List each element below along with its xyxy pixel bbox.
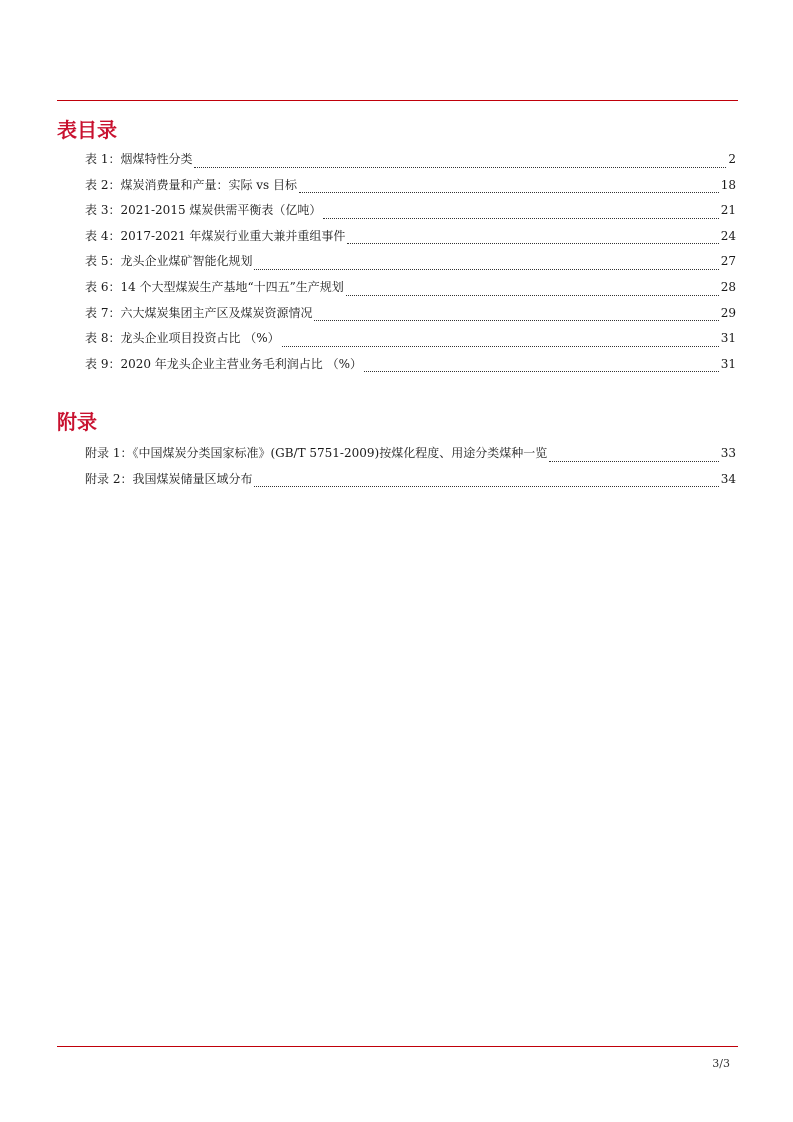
tables-toc-list [85, 151, 736, 381]
toc-entry-page: 18 [720, 177, 736, 192]
dot-leader [347, 242, 718, 244]
toc-entry-page: 21 [720, 203, 736, 218]
toc-entry-page: 31 [720, 356, 736, 371]
toc-entry-label: 表 3：2021-2015 煤炭供需平衡表（亿吨） [85, 203, 322, 218]
toc-entry-page: 2 [728, 152, 736, 166]
toc-entry-page: 27 [720, 254, 736, 269]
toc-entry-table-8[interactable] [85, 330, 736, 356]
toc-entry-page: 28 [720, 279, 736, 294]
appendix-section-title: 附录 [57, 410, 97, 434]
dot-leader [254, 485, 718, 487]
dot-leader [364, 370, 719, 372]
toc-entry-label: 附录 2：我国煤炭储量区域分布 [85, 471, 253, 486]
toc-entry-label: 表 1：烟煤特性分类 [85, 152, 193, 166]
toc-entry-page: 31 [720, 331, 736, 346]
dot-leader [323, 217, 718, 219]
toc-entry-label: 表 7：六大煤炭集团主产区及煤炭资源情况 [85, 305, 313, 320]
dot-leader [314, 319, 718, 321]
header-rule [57, 100, 738, 101]
toc-entry-page: 29 [720, 305, 736, 320]
toc-entry-label: 表 6：14 个大型煤炭生产基地“十四五”生产规划 [85, 279, 344, 294]
toc-entry-table-7[interactable] [85, 305, 736, 331]
toc-entry-label: 表 8：龙头企业项目投资占比 （%） [85, 331, 280, 346]
appendix-toc-list [85, 445, 736, 496]
tables-section-title: 表目录 [57, 118, 117, 142]
page-number: 3/3 [712, 1057, 730, 1070]
toc-entry-table-6[interactable] [85, 279, 736, 305]
toc-entry-label: 表 4：2017-2021 年煤炭行业重大兼并重组事件 [85, 228, 346, 243]
toc-entry-appendix-2[interactable] [85, 471, 736, 497]
toc-entry-page: 24 [720, 228, 736, 243]
toc-entry-table-1[interactable] [85, 151, 736, 177]
dot-leader [194, 166, 726, 168]
toc-entry-page: 34 [720, 471, 736, 486]
toc-entry-label: 表 2：煤炭消费量和产量：实际 vs 目标 [85, 177, 298, 192]
toc-entry-label: 表 5：龙头企业煤矿智能化规划 [85, 254, 253, 269]
toc-entry-table-4[interactable] [85, 228, 736, 254]
dot-leader [254, 268, 718, 270]
dot-leader [549, 460, 719, 462]
dot-leader [346, 294, 719, 296]
toc-entry-label: 表 9：2020 年龙头企业主营业务毛利润占比 （%） [85, 356, 363, 371]
toc-entry-table-5[interactable] [85, 253, 736, 279]
toc-entry-page: 33 [720, 446, 736, 460]
toc-entry-table-2[interactable] [85, 177, 736, 203]
dot-leader [282, 345, 719, 347]
toc-entry-appendix-1[interactable] [85, 445, 736, 471]
toc-entry-table-3[interactable] [85, 202, 736, 228]
dot-leader [299, 191, 719, 193]
toc-entry-label: 附录 1：《中国煤炭分类国家标准》(GB/T 5751-2009)按煤化程度、用途分类煤种一览 [85, 446, 548, 460]
footer-rule [57, 1046, 738, 1047]
toc-entry-table-9[interactable] [85, 356, 736, 382]
